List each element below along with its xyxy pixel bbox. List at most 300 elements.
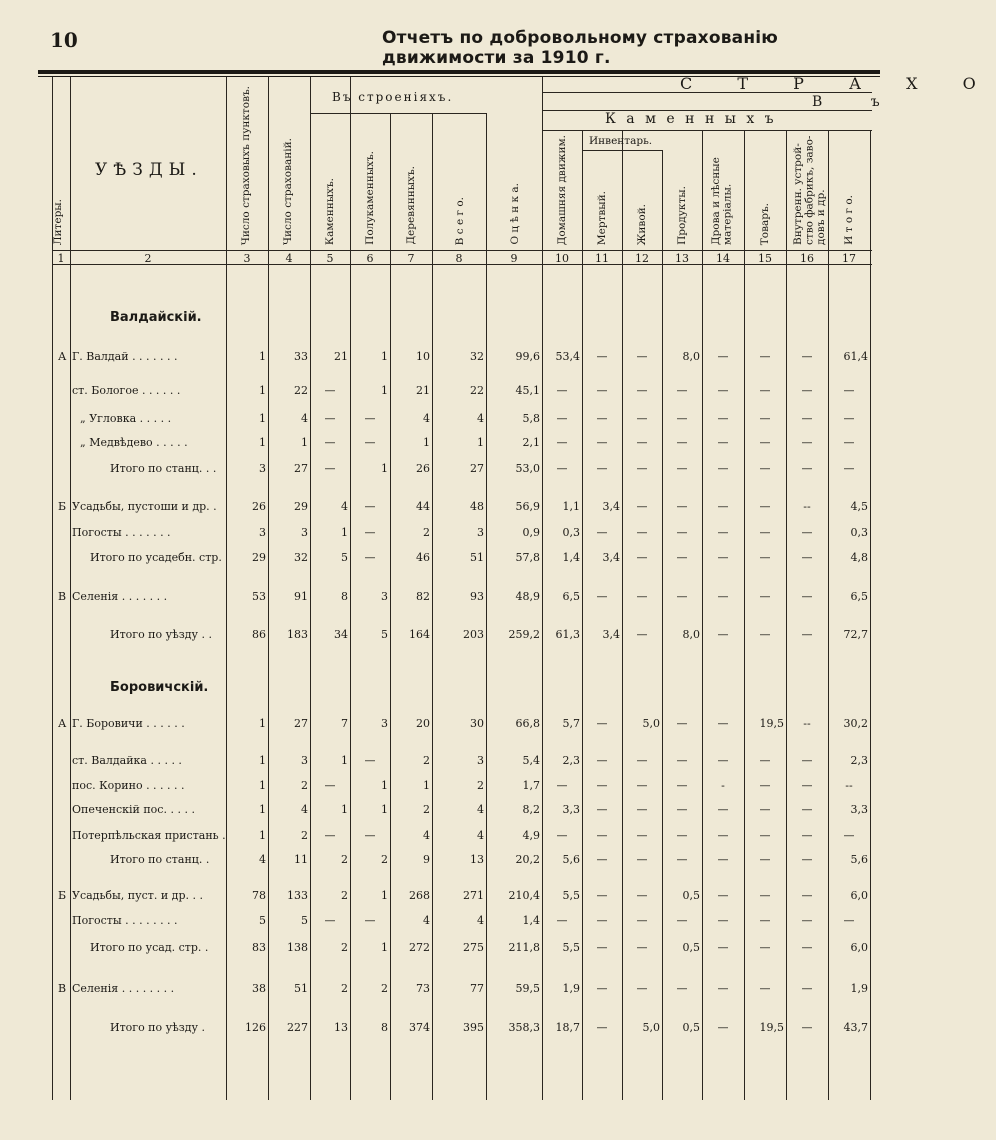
table-cell: 53,4 <box>555 350 580 363</box>
table-cell: — <box>364 436 376 449</box>
table-cell: — <box>596 853 608 866</box>
row-label: Опеченскій пос. . . . . <box>72 803 195 816</box>
table-cell: — <box>717 803 729 816</box>
table-cell: 86 <box>252 628 266 641</box>
column-header: Каменныхъ. <box>324 177 336 245</box>
table-row <box>0 829 880 849</box>
table-cell: — <box>636 853 648 866</box>
table-cell: — <box>717 551 729 564</box>
table-cell: — <box>759 500 771 513</box>
table-cell: 91 <box>294 590 308 603</box>
group-header-v: В ъ <box>812 94 902 110</box>
table-cell: 4 <box>477 803 484 816</box>
table-cell: 5,7 <box>562 717 580 730</box>
table-cell: 6,5 <box>850 590 868 603</box>
table-cell: -- <box>803 717 811 730</box>
table-cell: 5,0 <box>642 717 660 730</box>
table-cell: 2 <box>341 941 348 954</box>
table-cell: 1,9 <box>562 982 580 995</box>
table-cell: 4 <box>341 500 348 513</box>
table-cell: 4 <box>477 829 484 842</box>
table-cell: — <box>717 914 729 927</box>
table-cell: 48 <box>470 500 484 513</box>
table-cell: — <box>636 628 648 641</box>
table-cell: — <box>801 803 813 816</box>
table-cell: — <box>596 462 608 475</box>
column-number: 3 <box>243 252 251 265</box>
table-cell: 8 <box>381 1021 388 1034</box>
table-cell: 1 <box>381 779 388 792</box>
row-letter: А <box>58 717 67 730</box>
table-cell: 51 <box>294 982 308 995</box>
table-cell: — <box>364 526 376 539</box>
table-cell: 73 <box>416 982 430 995</box>
column-number: 11 <box>595 252 609 265</box>
table-row <box>0 551 880 571</box>
table-cell: 3 <box>301 754 308 767</box>
page-title: Отчетъ по добровольному страхованію движимости за 1910 г. <box>382 28 779 68</box>
table-cell: 99,6 <box>515 350 540 363</box>
table-cell: 0,3 <box>562 526 580 539</box>
column-header: И т о г о. <box>843 195 855 245</box>
table-cell: — <box>717 500 729 513</box>
header-rule <box>52 250 872 251</box>
table-cell: 21 <box>334 350 348 363</box>
table-cell: — <box>324 436 336 449</box>
table-row <box>0 889 880 909</box>
table-cell: 5,0 <box>642 1021 660 1034</box>
table-cell: 0,5 <box>682 889 700 902</box>
table-cell: 2 <box>477 779 484 792</box>
table-cell: 227 <box>287 1021 308 1034</box>
table-cell: 5,6 <box>850 853 868 866</box>
table-cell: 2,3 <box>562 754 580 767</box>
row-label: Г. Валдай . . . . . . . <box>72 350 178 363</box>
table-cell: — <box>556 779 568 792</box>
table-cell: 4 <box>423 829 430 842</box>
table-cell: — <box>596 590 608 603</box>
table-cell: 93 <box>470 590 484 603</box>
column-header: В с е г о. <box>454 196 466 245</box>
table-row <box>0 754 880 774</box>
table-cell: — <box>717 436 729 449</box>
table-cell: — <box>596 526 608 539</box>
table-cell: 19,5 <box>759 1021 784 1034</box>
table-cell: 45,1 <box>515 384 540 397</box>
table-cell: — <box>636 462 648 475</box>
table-cell: — <box>717 1021 729 1034</box>
table-cell: — <box>364 551 376 564</box>
group-header-stroeniyakh: Въ строеніяхъ. <box>332 90 454 104</box>
table-cell: — <box>636 779 648 792</box>
table-cell: 3 <box>477 526 484 539</box>
table-cell: — <box>759 914 771 927</box>
table-cell: 1 <box>259 436 266 449</box>
table-cell: 4 <box>301 412 308 425</box>
table-cell: 1 <box>381 889 388 902</box>
table-cell: — <box>801 436 813 449</box>
table-cell: 53,0 <box>515 462 540 475</box>
table-cell: — <box>759 754 771 767</box>
table-cell: — <box>636 941 648 954</box>
table-cell: 374 <box>409 1021 430 1034</box>
table-cell: — <box>676 551 688 564</box>
table-cell: 5 <box>259 914 266 927</box>
group-header-strakho: С Т Р А Х О <box>680 74 996 93</box>
column-header: Литеры. <box>52 198 64 245</box>
table-cell: 26 <box>416 462 430 475</box>
table-cell: 53 <box>252 590 266 603</box>
table-cell: — <box>676 803 688 816</box>
table-cell: 13 <box>470 853 484 866</box>
table-cell: 9 <box>423 853 430 866</box>
table-row <box>0 436 880 456</box>
table-cell: — <box>717 462 729 475</box>
row-label: Итого по станц. . . <box>110 462 217 475</box>
table-cell: 3,4 <box>602 628 620 641</box>
table-cell: — <box>801 350 813 363</box>
column-header: Домашняя движим. <box>556 134 568 245</box>
table-cell: — <box>364 500 376 513</box>
row-label: ст. Валдайка . . . . . <box>72 754 182 767</box>
table-cell: — <box>324 384 336 397</box>
table-cell: — <box>843 829 855 842</box>
table-row <box>0 384 880 404</box>
table-cell: 19,5 <box>759 717 784 730</box>
column-header: Дрова и лѣсные матеріалы. <box>710 157 734 245</box>
table-cell: — <box>364 829 376 842</box>
table-row <box>0 717 880 737</box>
table-cell: — <box>676 500 688 513</box>
column-number: 12 <box>635 252 649 265</box>
table-row <box>0 1021 880 1041</box>
table-cell: — <box>843 462 855 475</box>
table-cell: 1,1 <box>562 500 580 513</box>
table-cell: 6,0 <box>850 889 868 902</box>
table-cell: — <box>556 384 568 397</box>
table-cell: 1,9 <box>850 982 868 995</box>
table-cell: 0,9 <box>522 526 540 539</box>
table-cell: 59,5 <box>515 982 540 995</box>
table-cell: — <box>324 829 336 842</box>
table-cell: — <box>843 384 855 397</box>
table-cell: 5 <box>341 551 348 564</box>
column-number: 7 <box>407 252 415 265</box>
table-cell: — <box>676 717 688 730</box>
table-cell: — <box>801 982 813 995</box>
table-cell: 4 <box>477 412 484 425</box>
table-cell: 1 <box>381 803 388 816</box>
column-number: 13 <box>675 252 689 265</box>
table-cell: 2 <box>341 853 348 866</box>
table-cell: — <box>801 941 813 954</box>
table-row <box>0 941 880 961</box>
table-cell: — <box>759 412 771 425</box>
table-cell: — <box>596 803 608 816</box>
table-cell: — <box>717 526 729 539</box>
table-cell: 20,2 <box>515 853 540 866</box>
table-cell: -- <box>803 500 811 513</box>
table-cell: 10 <box>416 350 430 363</box>
table-cell: — <box>801 526 813 539</box>
table-cell: 1 <box>259 754 266 767</box>
table-cell: — <box>843 436 855 449</box>
table-cell: — <box>676 754 688 767</box>
row-letter: Б <box>58 500 67 513</box>
table-cell: 4,9 <box>522 829 540 842</box>
table-cell: 1 <box>259 384 266 397</box>
column-header: Полукаменныхъ. <box>364 151 376 245</box>
table-row <box>0 526 880 546</box>
table-cell: 29 <box>252 551 266 564</box>
table-cell: — <box>717 384 729 397</box>
table-row <box>0 412 880 432</box>
table-cell: — <box>636 982 648 995</box>
table-row <box>0 982 880 1002</box>
table-cell: — <box>596 412 608 425</box>
table-cell: 78 <box>252 889 266 902</box>
table-cell: 4 <box>259 853 266 866</box>
table-cell: 203 <box>463 628 484 641</box>
table-cell: 2 <box>301 779 308 792</box>
column-header: Продукты. <box>676 186 688 245</box>
table-cell: — <box>759 803 771 816</box>
table-cell: — <box>636 436 648 449</box>
table-cell: — <box>759 628 771 641</box>
table-cell: 32 <box>294 551 308 564</box>
table-cell: 0,5 <box>682 1021 700 1034</box>
table-row <box>0 590 880 610</box>
table-cell: — <box>717 941 729 954</box>
table-cell: 77 <box>470 982 484 995</box>
table-cell: — <box>324 914 336 927</box>
column-number: 8 <box>455 252 463 265</box>
table-cell: — <box>364 754 376 767</box>
column-number: 17 <box>842 252 856 265</box>
table-cell: — <box>717 889 729 902</box>
column-number: 16 <box>800 252 814 265</box>
table-cell: 4 <box>423 914 430 927</box>
table-cell: — <box>556 829 568 842</box>
subheader-rule <box>542 130 872 131</box>
table-cell: 48,9 <box>515 590 540 603</box>
table-cell: 138 <box>287 941 308 954</box>
table-cell: 2 <box>341 982 348 995</box>
table-cell: — <box>596 914 608 927</box>
table-cell: 4 <box>301 803 308 816</box>
table-cell: — <box>636 914 648 927</box>
table-cell: 3,4 <box>602 551 620 564</box>
table-cell: — <box>364 914 376 927</box>
table-row <box>0 462 880 482</box>
table-cell: 27 <box>470 462 484 475</box>
page-number: 10 <box>50 28 78 52</box>
row-label: Г. Боровичи . . . . . . <box>72 717 185 730</box>
column-header: Товаръ. <box>759 202 771 245</box>
table-cell: 56,9 <box>515 500 540 513</box>
table-cell: 4 <box>423 412 430 425</box>
row-label: Погосты . . . . . . . . <box>72 914 178 927</box>
table-cell: — <box>364 412 376 425</box>
table-cell: — <box>801 889 813 902</box>
table-cell: 1 <box>341 526 348 539</box>
table-cell: — <box>801 779 813 792</box>
table-cell: — <box>636 551 648 564</box>
table-cell: — <box>801 384 813 397</box>
subheader-rule <box>582 150 662 151</box>
table-cell: 6,0 <box>850 941 868 954</box>
table-cell: — <box>759 779 771 792</box>
row-label: „ Медвѣдево . . . . . <box>80 436 188 449</box>
row-label: Усадьбы, пуст. и др. . . <box>72 889 203 902</box>
table-cell: 1 <box>259 717 266 730</box>
table-row <box>0 628 880 648</box>
table-cell: — <box>676 526 688 539</box>
table-cell: 1 <box>341 754 348 767</box>
table-cell: 211,8 <box>508 941 540 954</box>
table-cell: — <box>596 436 608 449</box>
table-cell: 133 <box>287 889 308 902</box>
table-cell: 3 <box>301 526 308 539</box>
table-cell: — <box>596 779 608 792</box>
column-number: 4 <box>285 252 293 265</box>
table-cell: — <box>759 982 771 995</box>
table-row <box>0 803 880 823</box>
table-cell: 8,2 <box>522 803 540 816</box>
table-cell: 22 <box>294 384 308 397</box>
table-cell: — <box>801 914 813 927</box>
table-cell: 29 <box>294 500 308 513</box>
row-label: Селенія . . . . . . . <box>72 590 168 603</box>
table-cell: 1 <box>381 350 388 363</box>
table-cell: 18,7 <box>555 1021 580 1034</box>
table-cell: — <box>636 384 648 397</box>
column-header: Число страхованій. <box>282 137 294 245</box>
table-cell: — <box>324 779 336 792</box>
table-cell: 275 <box>463 941 484 954</box>
table-cell: — <box>801 1021 813 1034</box>
table-cell: 3 <box>381 717 388 730</box>
table-cell: 5,4 <box>522 754 540 767</box>
table-cell: — <box>759 590 771 603</box>
table-cell: 38 <box>252 982 266 995</box>
table-cell: 4 <box>477 914 484 927</box>
table-cell: — <box>596 717 608 730</box>
table-cell: 2 <box>423 754 430 767</box>
column-number: 1 <box>57 252 65 265</box>
table-cell: — <box>717 350 729 363</box>
table-cell: 1 <box>301 436 308 449</box>
row-letter: А <box>58 350 67 363</box>
row-label: ст. Бологое . . . . . . <box>72 384 181 397</box>
table-cell: 44 <box>416 500 430 513</box>
table-cell: 8 <box>341 590 348 603</box>
table-cell: 83 <box>252 941 266 954</box>
table-row <box>0 500 880 520</box>
column-number: 6 <box>366 252 374 265</box>
table-cell: — <box>676 590 688 603</box>
table-cell: — <box>759 551 771 564</box>
table-cell: 8,0 <box>682 628 700 641</box>
table-cell: 26 <box>252 500 266 513</box>
table-cell: 32 <box>470 350 484 363</box>
table-cell: — <box>717 717 729 730</box>
table-cell: — <box>596 350 608 363</box>
column-number: 14 <box>716 252 730 265</box>
row-label: Потерпѣльская пристань . <box>72 829 226 842</box>
table-cell: — <box>801 628 813 641</box>
table-cell: 30 <box>470 717 484 730</box>
table-cell: — <box>676 779 688 792</box>
table-cell: 1 <box>259 412 266 425</box>
table-cell: 0,3 <box>850 526 868 539</box>
district-heading: Валдайскій. <box>110 310 202 325</box>
table-cell: 1 <box>381 941 388 954</box>
table-cell: 358,3 <box>508 1021 540 1034</box>
table-cell: 4,5 <box>850 500 868 513</box>
table-cell: 268 <box>409 889 430 902</box>
table-cell: 1 <box>259 829 266 842</box>
table-cell: 27 <box>294 462 308 475</box>
table-cell: 30,2 <box>843 717 868 730</box>
table-cell: — <box>676 853 688 866</box>
table-cell: 66,8 <box>515 717 540 730</box>
table-cell: — <box>596 829 608 842</box>
table-cell: 11 <box>294 853 308 866</box>
table-cell: — <box>676 412 688 425</box>
table-cell: — <box>717 853 729 866</box>
table-cell: 1 <box>259 350 266 363</box>
table-cell: - <box>721 779 725 792</box>
table-cell: 1,4 <box>522 914 540 927</box>
column-header: Внутренн. устрой-ство фабрикъ, заво-довъ и др. <box>792 135 828 245</box>
table-cell: 1 <box>341 803 348 816</box>
table-cell: 3,3 <box>850 803 868 816</box>
column-header: УѢЗДЫ. <box>95 160 203 180</box>
table-cell: 259,2 <box>508 628 540 641</box>
table-cell: 210,4 <box>508 889 540 902</box>
table-cell: 72,7 <box>843 628 868 641</box>
table-cell: 43,7 <box>843 1021 868 1034</box>
table-cell: — <box>759 889 771 902</box>
table-cell: 21 <box>416 384 430 397</box>
column-header: Деревянныхъ. <box>405 166 417 245</box>
table-cell: 2 <box>301 829 308 842</box>
table-cell: — <box>801 829 813 842</box>
row-label: Итого по уѣзду . . <box>110 628 212 641</box>
table-cell: 272 <box>409 941 430 954</box>
row-label: Итого по уѣзду . <box>110 1021 205 1034</box>
table-cell: — <box>801 462 813 475</box>
table-cell: 1 <box>381 384 388 397</box>
table-cell: 33 <box>294 350 308 363</box>
table-cell: 5 <box>381 628 388 641</box>
table-cell: — <box>596 1021 608 1034</box>
row-letter: В <box>58 590 67 603</box>
table-cell: — <box>676 436 688 449</box>
table-cell: — <box>801 412 813 425</box>
table-cell: 3 <box>381 590 388 603</box>
table-cell: 2 <box>381 853 388 866</box>
table-cell: 82 <box>416 590 430 603</box>
table-cell: — <box>636 590 648 603</box>
table-cell: 2 <box>423 526 430 539</box>
table-cell: 3 <box>477 754 484 767</box>
table-cell: 1 <box>259 803 266 816</box>
table-cell: 1 <box>381 462 388 475</box>
table-cell: 2,3 <box>850 754 868 767</box>
table-cell: 164 <box>409 628 430 641</box>
